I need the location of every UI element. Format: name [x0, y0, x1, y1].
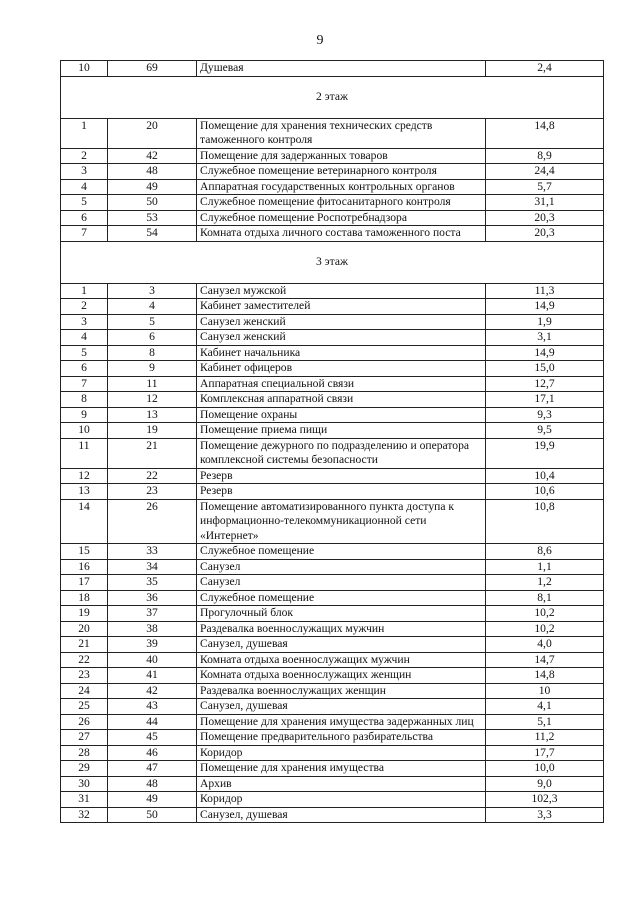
row-number-cell: 22: [61, 652, 108, 668]
room-number-cell: 42: [108, 148, 197, 164]
room-area-cell: 20,3: [486, 210, 604, 226]
room-name-cell: Коридор: [197, 792, 486, 808]
table-row: [61, 330, 604, 346]
row-number-cell: 3: [61, 164, 108, 180]
row-number-cell: 15: [61, 544, 108, 560]
table-row: [61, 226, 604, 242]
row-number-cell: 28: [61, 745, 108, 761]
room-area-cell: 19,9: [486, 438, 604, 468]
row-number-cell: 21: [61, 637, 108, 653]
row-number-cell: 2: [61, 148, 108, 164]
room-area-cell: 4,1: [486, 699, 604, 715]
room-area-cell: 10,8: [486, 499, 604, 544]
row-number-cell: 12: [61, 468, 108, 484]
room-name-cell: Кабинет заместителей: [197, 299, 486, 315]
table-row: [61, 210, 604, 226]
table-row: [61, 148, 604, 164]
row-number-cell: 18: [61, 590, 108, 606]
room-number-cell: 22: [108, 468, 197, 484]
room-name-cell: Санузел женский: [197, 330, 486, 346]
room-area-cell: 8,9: [486, 148, 604, 164]
room-number-cell: 45: [108, 730, 197, 746]
room-area-cell: 3,3: [486, 807, 604, 823]
row-number-cell: 4: [61, 330, 108, 346]
room-number-cell: 4: [108, 299, 197, 315]
table-row: [61, 499, 604, 544]
room-area-cell: 102,3: [486, 792, 604, 808]
floor-heading: 2 этаж: [61, 76, 604, 118]
room-area-cell: 17,7: [486, 745, 604, 761]
room-number-cell: 5: [108, 314, 197, 330]
table-row: [61, 376, 604, 392]
room-area-cell: 10,4: [486, 468, 604, 484]
room-number-cell: 37: [108, 606, 197, 622]
row-number-cell: 29: [61, 761, 108, 777]
table-row: [61, 730, 604, 746]
row-number-cell: 27: [61, 730, 108, 746]
row-number-cell: 6: [61, 361, 108, 377]
table-row: [61, 590, 604, 606]
table-row: [61, 668, 604, 684]
room-name-cell: Раздевалка военнослужащих женщин: [197, 683, 486, 699]
room-number-cell: 39: [108, 637, 197, 653]
room-number-cell: 41: [108, 668, 197, 684]
room-area-cell: 10,0: [486, 761, 604, 777]
room-name-cell: Комната отдыха личного состава таможенного поста: [197, 226, 486, 242]
row-number-cell: 24: [61, 683, 108, 699]
room-name-cell: Комплексная аппаратной связи: [197, 392, 486, 408]
table-row: [61, 792, 604, 808]
row-number-cell: 17: [61, 575, 108, 591]
table-row: [61, 807, 604, 823]
room-number-cell: 35: [108, 575, 197, 591]
room-name-cell: Служебное помещение ветеринарного контроля: [197, 164, 486, 180]
room-name-cell: Комната отдыха военнослужащих мужчин: [197, 652, 486, 668]
row-number-cell: 7: [61, 226, 108, 242]
room-area-cell: 9,5: [486, 423, 604, 439]
room-area-cell: 8,6: [486, 544, 604, 560]
room-name-cell: Санузел: [197, 559, 486, 575]
table-row: [61, 438, 604, 468]
table-row: [61, 345, 604, 361]
rooms-table: [60, 60, 604, 823]
room-number-cell: 38: [108, 621, 197, 637]
room-name-cell: Санузел: [197, 575, 486, 591]
room-number-cell: 69: [108, 61, 197, 77]
page-number: 9: [316, 33, 324, 48]
table-row: [61, 776, 604, 792]
room-name-cell: Коридор: [197, 745, 486, 761]
room-name-cell: Прогулочный блок: [197, 606, 486, 622]
room-name-cell: Помещение автоматизированного пункта доступа к информационно-телекоммуникационной сети «Интернет»: [197, 499, 486, 544]
room-name-cell: Санузел женский: [197, 314, 486, 330]
row-number-cell: 6: [61, 210, 108, 226]
room-name-cell: Архив: [197, 776, 486, 792]
table-row: [61, 423, 604, 439]
room-number-cell: 50: [108, 195, 197, 211]
room-number-cell: 21: [108, 438, 197, 468]
room-name-cell: Служебное помещение фитосанитарного контроля: [197, 195, 486, 211]
row-number-cell: 9: [61, 407, 108, 423]
floor-heading-row: [61, 241, 604, 283]
room-area-cell: 12,7: [486, 376, 604, 392]
room-area-cell: 15,0: [486, 361, 604, 377]
room-number-cell: 53: [108, 210, 197, 226]
room-area-cell: 10,2: [486, 621, 604, 637]
room-name-cell: Раздевалка военнослужащих мужчин: [197, 621, 486, 637]
table-row: [61, 575, 604, 591]
room-number-cell: 19: [108, 423, 197, 439]
table-row: [61, 745, 604, 761]
table-row: [61, 283, 604, 299]
room-area-cell: 1,1: [486, 559, 604, 575]
table-row: [61, 699, 604, 715]
room-number-cell: 50: [108, 807, 197, 823]
room-name-cell: Помещение предварительного разбирательства: [197, 730, 486, 746]
table-row: [61, 61, 604, 77]
row-number-cell: 14: [61, 499, 108, 544]
room-number-cell: 40: [108, 652, 197, 668]
row-number-cell: 4: [61, 179, 108, 195]
room-number-cell: 49: [108, 179, 197, 195]
row-number-cell: 25: [61, 699, 108, 715]
row-number-cell: 7: [61, 376, 108, 392]
room-number-cell: 42: [108, 683, 197, 699]
table-row: [61, 468, 604, 484]
room-number-cell: 6: [108, 330, 197, 346]
room-name-cell: Аппаратная специальной связи: [197, 376, 486, 392]
room-area-cell: 11,3: [486, 283, 604, 299]
room-name-cell: Помещение приема пищи: [197, 423, 486, 439]
table-row: [61, 637, 604, 653]
room-area-cell: 5,1: [486, 714, 604, 730]
table-row: [61, 314, 604, 330]
room-number-cell: 47: [108, 761, 197, 777]
row-number-cell: 13: [61, 484, 108, 500]
table-row: [61, 559, 604, 575]
room-area-cell: 10,6: [486, 484, 604, 500]
room-area-cell: 20,3: [486, 226, 604, 242]
table-row: [61, 544, 604, 560]
room-number-cell: 36: [108, 590, 197, 606]
floor-heading: 3 этаж: [61, 241, 604, 283]
row-number-cell: 19: [61, 606, 108, 622]
floor-heading-row: [61, 76, 604, 118]
room-name-cell: Служебное помещение: [197, 590, 486, 606]
room-number-cell: 48: [108, 776, 197, 792]
room-number-cell: 44: [108, 714, 197, 730]
room-area-cell: 9,0: [486, 776, 604, 792]
row-number-cell: 1: [61, 283, 108, 299]
room-number-cell: 3: [108, 283, 197, 299]
row-number-cell: 23: [61, 668, 108, 684]
room-name-cell: Служебное помещение Роспотребнадзора: [197, 210, 486, 226]
room-number-cell: 13: [108, 407, 197, 423]
room-area-cell: 3,1: [486, 330, 604, 346]
room-number-cell: 34: [108, 559, 197, 575]
room-name-cell: Служебное помещение: [197, 544, 486, 560]
row-number-cell: 8: [61, 392, 108, 408]
room-number-cell: 43: [108, 699, 197, 715]
room-number-cell: 23: [108, 484, 197, 500]
room-area-cell: 11,2: [486, 730, 604, 746]
table-row: [61, 299, 604, 315]
table-row: [61, 361, 604, 377]
room-area-cell: 31,1: [486, 195, 604, 211]
table-row: [61, 714, 604, 730]
table-row: [61, 407, 604, 423]
room-area-cell: 14,8: [486, 118, 604, 148]
room-name-cell: Помещение охраны: [197, 407, 486, 423]
row-number-cell: 1: [61, 118, 108, 148]
room-number-cell: 11: [108, 376, 197, 392]
room-name-cell: Помещение для хранения технических средств таможенного контроля: [197, 118, 486, 148]
room-name-cell: Помещение для задержанных товаров: [197, 148, 486, 164]
table-row: [61, 683, 604, 699]
table-row: [61, 652, 604, 668]
room-area-cell: 17,1: [486, 392, 604, 408]
room-number-cell: 26: [108, 499, 197, 544]
room-area-cell: 9,3: [486, 407, 604, 423]
rooms-table-body: [61, 61, 604, 823]
room-name-cell: Помещение для хранения имущества: [197, 761, 486, 777]
room-name-cell: Кабинет начальника: [197, 345, 486, 361]
table-row: [61, 484, 604, 500]
room-area-cell: 10,2: [486, 606, 604, 622]
table-row: [61, 179, 604, 195]
row-number-cell: 5: [61, 195, 108, 211]
row-number-cell: 20: [61, 621, 108, 637]
room-number-cell: 9: [108, 361, 197, 377]
room-name-cell: Санузел, душевая: [197, 637, 486, 653]
room-area-cell: 1,2: [486, 575, 604, 591]
room-number-cell: 48: [108, 164, 197, 180]
row-number-cell: 10: [61, 423, 108, 439]
room-name-cell: Помещение для хранения имущества задержанных лиц: [197, 714, 486, 730]
room-area-cell: 24,4: [486, 164, 604, 180]
room-area-cell: 14,8: [486, 668, 604, 684]
room-name-cell: Аппаратная государственных контрольных органов: [197, 179, 486, 195]
row-number-cell: 3: [61, 314, 108, 330]
room-name-cell: Санузел мужской: [197, 283, 486, 299]
table-row: [61, 392, 604, 408]
table-row: [61, 621, 604, 637]
row-number-cell: 11: [61, 438, 108, 468]
room-name-cell: Помещение дежурного по подразделению и оператора комплексной системы безопасности: [197, 438, 486, 468]
room-area-cell: 14,9: [486, 345, 604, 361]
room-area-cell: 14,7: [486, 652, 604, 668]
row-number-cell: 32: [61, 807, 108, 823]
room-name-cell: Душевая: [197, 61, 486, 77]
room-number-cell: 46: [108, 745, 197, 761]
room-name-cell: Санузел, душевая: [197, 699, 486, 715]
row-number-cell: 10: [61, 61, 108, 77]
room-name-cell: Резерв: [197, 484, 486, 500]
room-area-cell: 8,1: [486, 590, 604, 606]
room-name-cell: Санузел, душевая: [197, 807, 486, 823]
row-number-cell: 5: [61, 345, 108, 361]
row-number-cell: 26: [61, 714, 108, 730]
room-number-cell: 8: [108, 345, 197, 361]
table-row: [61, 118, 604, 148]
room-area-cell: 10: [486, 683, 604, 699]
room-area-cell: 14,9: [486, 299, 604, 315]
row-number-cell: 30: [61, 776, 108, 792]
table-row: [61, 761, 604, 777]
room-area-cell: 5,7: [486, 179, 604, 195]
room-name-cell: Резерв: [197, 468, 486, 484]
room-number-cell: 20: [108, 118, 197, 148]
room-area-cell: 4,0: [486, 637, 604, 653]
row-number-cell: 16: [61, 559, 108, 575]
room-number-cell: 12: [108, 392, 197, 408]
room-number-cell: 33: [108, 544, 197, 560]
table-row: [61, 195, 604, 211]
room-number-cell: 49: [108, 792, 197, 808]
row-number-cell: 31: [61, 792, 108, 808]
room-area-cell: 1,9: [486, 314, 604, 330]
room-name-cell: Кабинет офицеров: [197, 361, 486, 377]
row-number-cell: 2: [61, 299, 108, 315]
room-name-cell: Комната отдыха военнослужащих женщин: [197, 668, 486, 684]
table-row: [61, 164, 604, 180]
table-row: [61, 606, 604, 622]
room-area-cell: 2,4: [486, 61, 604, 77]
room-number-cell: 54: [108, 226, 197, 242]
